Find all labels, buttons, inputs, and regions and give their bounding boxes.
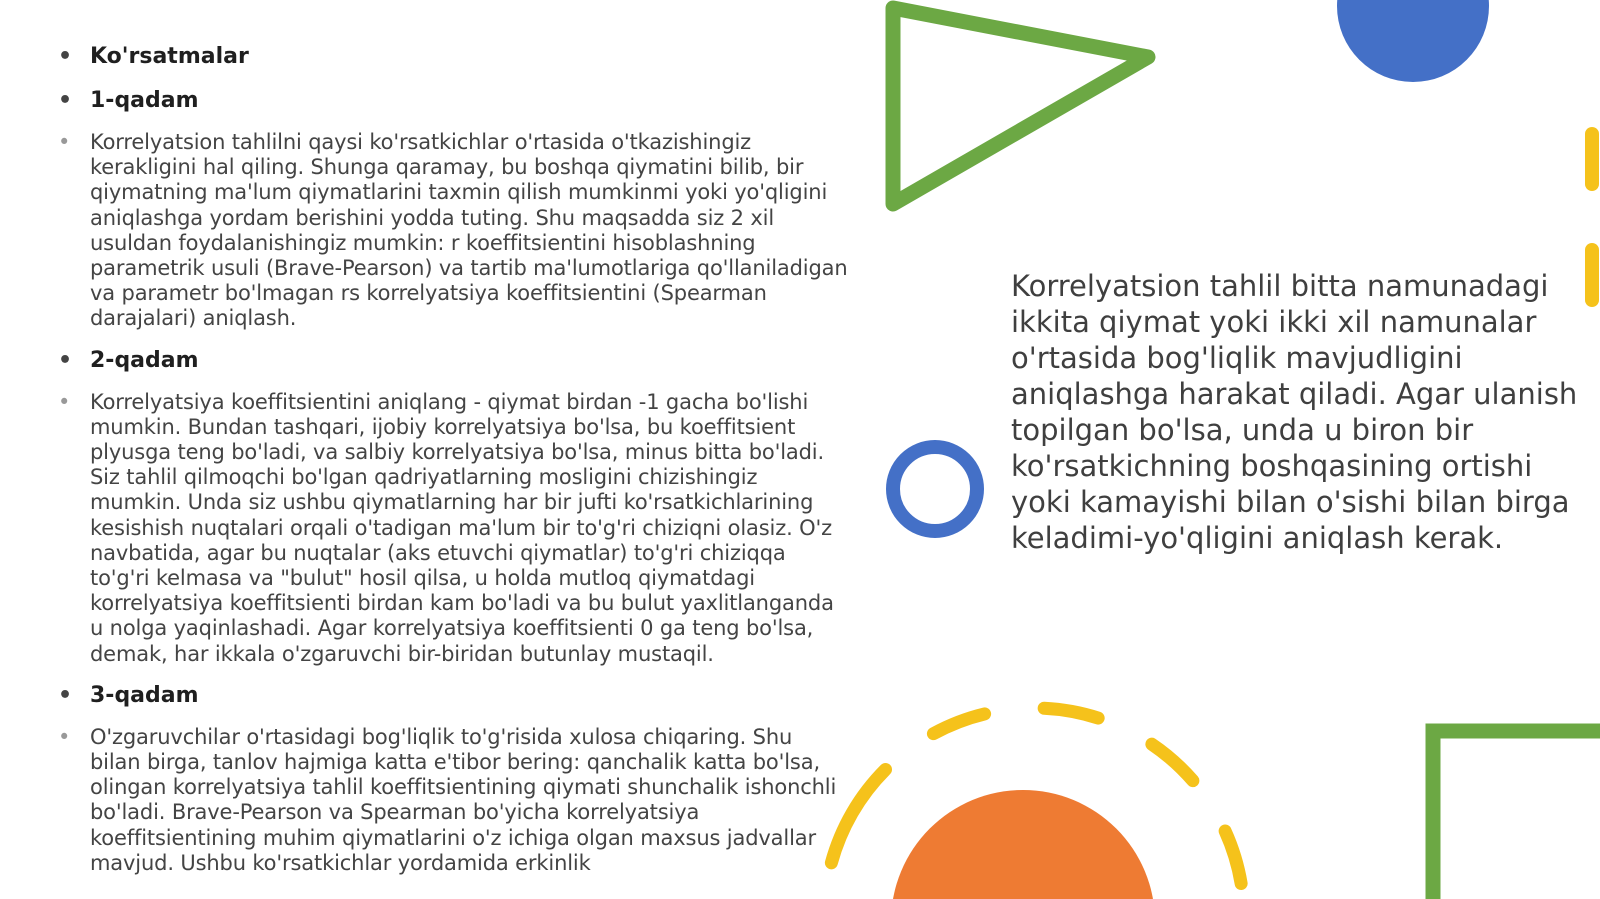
bullet-body-step-2: • Korrelyatsiya koeffitsientini aniqlang - qiymat birdan -1 gacha bo'lishi mumkin. Bundan tashqari, ijobiy korrelyatsiya bo'lsa, bu koeffitsient plyusga teng bo'ladi, va salbiy korrelyatsiya bo'lsa, minus bitta bo'ladi. Siz tahlil qilmoqchi bo'lgan qadriyatlarning mosligini chizishingiz mumkin. Unda siz ushbu qiymatlarning har bir jufti ko'rsatkichlarining kesishish nuqtalari orqali o'tadigan ma'lum bir to'g'ri chiziqni olasiz. O'z navbatida, agar bu nuqtalar (aks etuvchi qiymatlar) to'g'ri chiziqqa to'g'ri kelmasa va "bulut" hosil qilsa, u holda mutloq qiymatdagi korrelyatsiya koeffitsienti birdan kam bo'ladi va bu bulut yaxlitlanganda u nolga yaqinlashadi. Agar korrelyatsiya koeffitsienti 0 ga teng bo'lsa, demak, har ikkala o'zgaruvchi bir-biridan butunlay mustaqil. <box>58 390 848 667</box>
blue-ring <box>893 447 977 531</box>
green-corner-outline <box>1433 731 1600 899</box>
instructions-bullet-list <box>58 42 848 890</box>
bullet-body-step-1: • Korrelyatsion tahlilni qaysi ko'rsatkichlar o'rtasida o'tkazishingiz kerakligini hal qiling. Shunga qaramay, bu boshqa qiymatini bilib, bir qiymatning ma'lum qiymatlarini taxmin qilish mumkinmi yoki yo'qligini aniqlashga yordam berishini yodda tuting. Shu maqsadda siz 2 xil usuldan foydalanishingiz mumkin: r koeffitsientini hisoblashning parametrik usuli (Brave-Pearson) va tartib ma'lumotlariga qo'llaniladigan va parametr bo'lmagan rs korrelyatsiya koeffitsientini (Spearman darajalari) aniqlash. <box>58 130 848 332</box>
orange-semicircle <box>891 790 1155 899</box>
green-triangle-outline <box>893 8 1148 204</box>
bullet-heading-step-2: • 2-qadam <box>58 346 848 376</box>
bullet-body-step-3: • O'zgaruvchilar o'rtasidagi bog'liqlik to'g'risida xulosa chiqaring. Shu bilan birga, tanlov hajmiga katta e'tibor bering: qanchalik katta bo'lsa, olingan korrelyatsiya tahlil koeffitsientining qiymati shunchalik ishonchli bo'ladi. Brave-Pearson va Spearman bo'yicha korrelyatsiya koeffitsientining muhim qiymatlarini o'z ichiga olgan maxsus jadvallar mavjud. Ushbu ko'rsatkichlar yordamida erkinlik <box>58 725 848 876</box>
bullet-heading-instructions: • Ko'rsatmalar <box>58 42 848 72</box>
blue-circle-top <box>1337 0 1489 82</box>
side-description-text: Korrelyatsion tahlil bitta namunadagi ikkita qiymat yoki ikki xil namunalar o'rtasida bog'liqlik mavjudligini aniqlashga harakat qiladi. Agar ulanish topilgan bo'lsa, unda u biron bir ko'rsatkichning boshqasining ortishi yoki kamayishi bilan o'sishi bilan birga keladimi-yo'qligini aniqlash kerak. <box>1011 269 1578 555</box>
bullet-heading-step-3: • 3-qadam <box>58 681 848 711</box>
bullet-heading-step-1: • 1-qadam <box>58 86 848 116</box>
